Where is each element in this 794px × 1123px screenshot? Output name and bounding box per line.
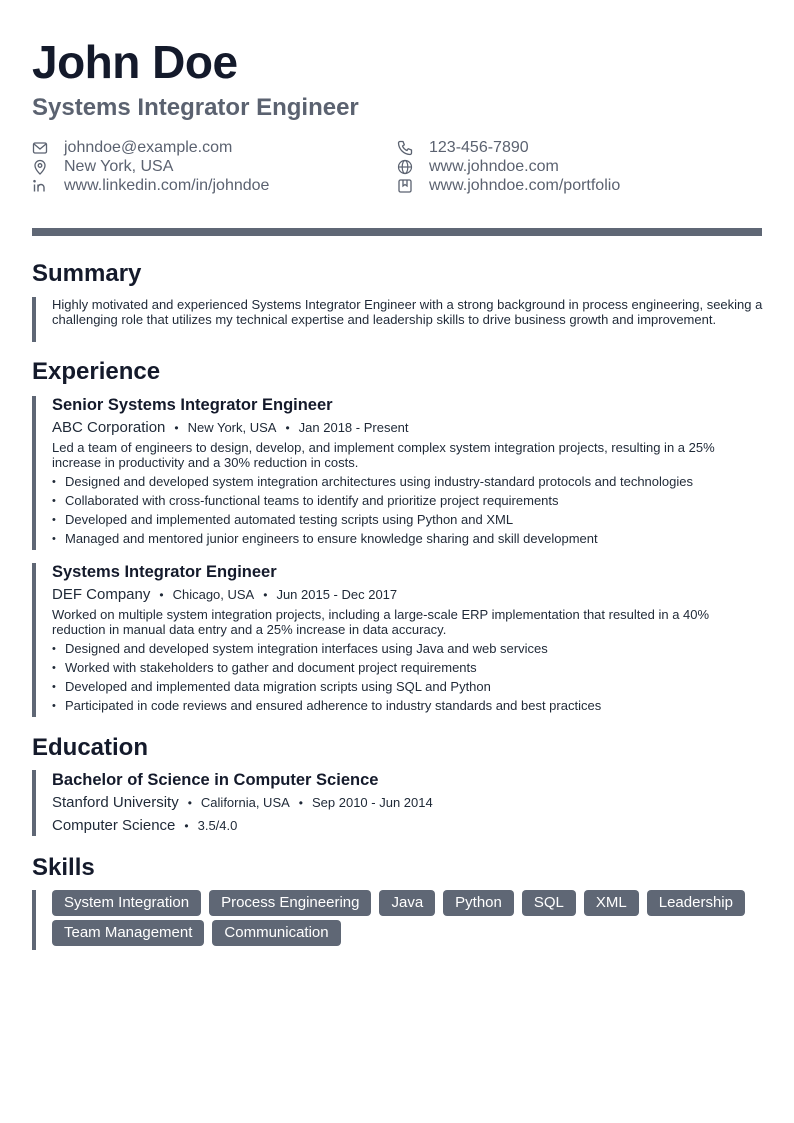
skill-tag: Process Engineering bbox=[209, 890, 371, 916]
phone-text: 123-456-7890 bbox=[429, 139, 529, 156]
mail-icon bbox=[32, 140, 48, 156]
phone-icon bbox=[397, 140, 413, 156]
skills-accent-bar bbox=[32, 890, 36, 950]
contact-portfolio[interactable] bbox=[397, 176, 620, 196]
contact-email[interactable] bbox=[32, 138, 232, 158]
summary-block bbox=[52, 297, 764, 327]
education-field-row bbox=[52, 816, 764, 836]
education-dates: Sep 2010 - Jun 2014 bbox=[312, 795, 433, 810]
job-bullet: • Collaborated with cross-functional teams to identify and prioritize project requirements bbox=[52, 493, 764, 512]
candidate-title: Systems Integrator Engineer bbox=[32, 94, 359, 121]
summary-heading: Summary bbox=[32, 260, 142, 287]
contact-website[interactable] bbox=[397, 157, 559, 177]
skill-tag: Python bbox=[443, 890, 514, 916]
location-pin-icon bbox=[32, 159, 48, 175]
job-location: Chicago, USA bbox=[172, 587, 255, 602]
linkedin-text: www.linkedin.com/in/johndoe bbox=[64, 177, 270, 194]
location-text: New York, USA bbox=[64, 158, 174, 175]
contact-linkedin[interactable] bbox=[32, 176, 269, 196]
globe-icon bbox=[397, 159, 413, 175]
job-bullet: • Designed and developed system integration interfaces using Java and web services bbox=[52, 641, 764, 660]
job-title: Systems Integrator Engineer bbox=[52, 563, 277, 581]
contact-location bbox=[32, 157, 173, 177]
website-text: www.johndoe.com bbox=[429, 158, 559, 175]
job-bullets bbox=[52, 641, 764, 717]
job-meta bbox=[52, 585, 764, 605]
skill-tag: Leadership bbox=[647, 890, 745, 916]
portfolio-bookmark-icon bbox=[397, 178, 413, 194]
education-meta bbox=[52, 793, 764, 813]
job-meta bbox=[52, 418, 764, 438]
field-of-study: Computer Science bbox=[52, 817, 176, 834]
skill-tag: SQL bbox=[522, 890, 576, 916]
job-bullet: • Worked with stakeholders to gather and document project requirements bbox=[52, 660, 764, 679]
education-accent-bar bbox=[32, 770, 36, 836]
job-bullet: • Participated in code reviews and ensured adherence to industry standards and best practices bbox=[52, 698, 764, 717]
skills-heading: Skills bbox=[32, 854, 95, 881]
job-title: Senior Systems Integrator Engineer bbox=[52, 396, 333, 414]
job-accent-bar bbox=[32, 396, 36, 550]
job-entry bbox=[52, 395, 764, 550]
job-company: DEF Company bbox=[52, 586, 151, 603]
job-accent-bar bbox=[32, 563, 36, 717]
skill-tag: Java bbox=[379, 890, 435, 916]
candidate-name: John Doe bbox=[32, 36, 238, 88]
separator-dot: • bbox=[285, 421, 290, 435]
email-text: johndoe@example.com bbox=[64, 139, 233, 156]
separator-dot: • bbox=[159, 588, 164, 602]
separator-dot: • bbox=[184, 819, 189, 833]
contact-phone[interactable] bbox=[397, 138, 529, 158]
skill-tag: Communication bbox=[212, 920, 340, 946]
separator-dot: • bbox=[263, 588, 268, 602]
job-entry bbox=[52, 562, 764, 717]
skill-tag: XML bbox=[584, 890, 639, 916]
summary-accent-bar bbox=[32, 297, 36, 342]
linkedin-icon bbox=[32, 178, 48, 194]
job-location: New York, USA bbox=[187, 420, 277, 435]
summary-text: Highly motivated and experienced Systems Integrator Engineer with a strong background in process engineering, seeking a challenging role that utilizes my technical expertise and leadership skills to drive business growth and improvement. bbox=[52, 297, 763, 327]
job-company: ABC Corporation bbox=[52, 419, 166, 436]
job-description: Led a team of engineers to design, develop, and implement complex system integration projects, resulting in a 25% increase in productivity and a 30% reduction in costs. bbox=[52, 440, 715, 470]
separator-dot: • bbox=[174, 421, 179, 435]
job-bullet: • Designed and developed system integration architectures using industry-standard protocols and technologies bbox=[52, 474, 764, 493]
skill-tag: Team Management bbox=[52, 920, 204, 946]
header-divider bbox=[32, 228, 762, 236]
degree-title: Bachelor of Science in Computer Science bbox=[52, 771, 379, 789]
skills-block bbox=[52, 890, 764, 946]
portfolio-text: www.johndoe.com/portfolio bbox=[429, 177, 621, 194]
job-bullets bbox=[52, 474, 764, 550]
experience-heading: Experience bbox=[32, 358, 161, 385]
job-bullet: • Developed and implemented data migration scripts using SQL and Python bbox=[52, 679, 764, 698]
gpa: 3.5/4.0 bbox=[197, 818, 238, 833]
separator-dot: • bbox=[187, 796, 192, 810]
skill-tag: System Integration bbox=[52, 890, 201, 916]
school-location: California, USA bbox=[200, 795, 290, 810]
job-bullet: • Managed and mentored junior engineers to ensure knowledge sharing and skill development bbox=[52, 531, 764, 550]
separator-dot: • bbox=[298, 796, 303, 810]
skill-tags bbox=[52, 890, 752, 946]
job-dates: Jun 2015 - Dec 2017 bbox=[276, 587, 398, 602]
education-entry bbox=[52, 770, 764, 836]
school-name: Stanford University bbox=[52, 794, 179, 811]
education-heading: Education bbox=[32, 734, 149, 761]
job-dates: Jan 2018 - Present bbox=[298, 420, 409, 435]
job-description: Worked on multiple system integration projects, including a large-scale ERP implementation that resulted in a 40% reduction in manual data entry and a 25% increase in data accuracy. bbox=[52, 607, 710, 637]
job-bullet: • Developed and implemented automated testing scripts using Python and XML bbox=[52, 512, 764, 531]
